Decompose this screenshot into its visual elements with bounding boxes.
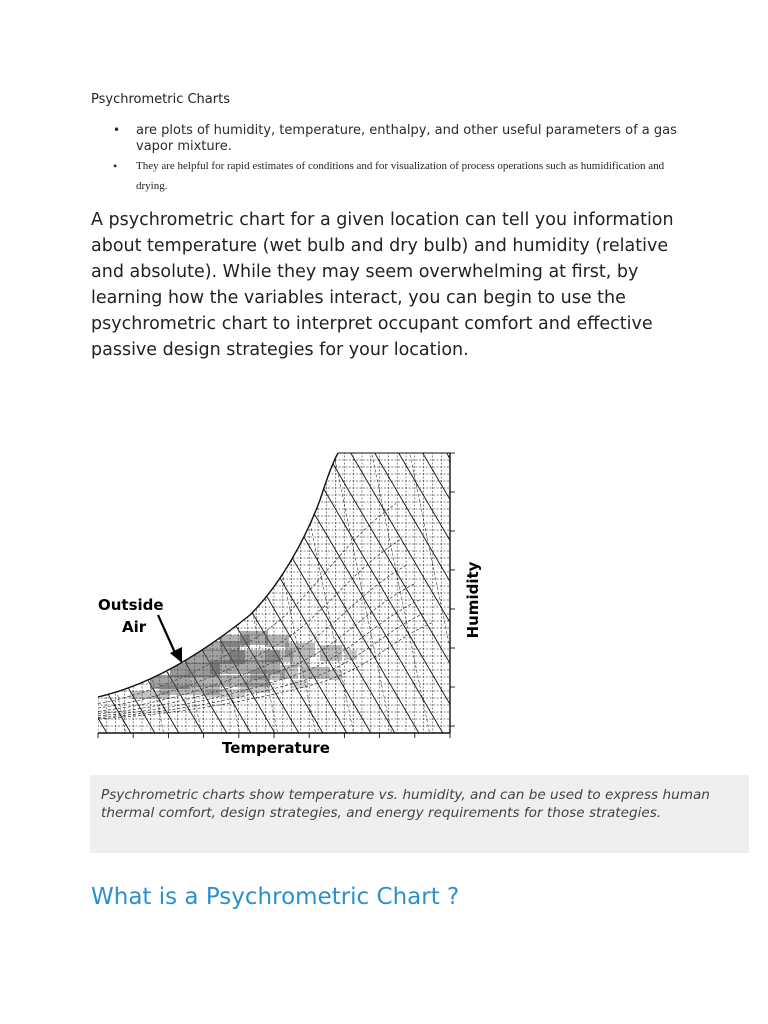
figure-caption: Psychrometric charts show temperature vs. humidity, and can be used to express human thermal comfort, design strategies, and energy requirements for those strategies.	[101, 787, 710, 821]
bullet-marker: •	[113, 159, 118, 173]
bullet-text: They are helpful for rapid estimates of conditions and for visualization of process operations such as humidification and drying.	[136, 160, 665, 192]
annotation-air: Air	[122, 618, 147, 636]
cloud-cell	[320, 645, 342, 661]
specific-volume-line	[370, 445, 430, 735]
cloud-cell	[240, 631, 268, 645]
wet-bulb-line	[418, 445, 588, 735]
cloud-cell	[290, 680, 308, 688]
wet-bulb-line	[370, 445, 540, 735]
cloud-cell	[240, 683, 270, 693]
cloud-cell	[330, 670, 342, 680]
cloud-cell	[265, 650, 293, 662]
bullet-text: are plots of humidity, temperature, enthalpy, and other useful parameters of a gas vapor mixture.	[136, 123, 677, 154]
cloud-cell	[250, 670, 285, 680]
wet-bulb-line	[466, 445, 636, 735]
psychrometric-chart-graphic	[90, 445, 482, 765]
specific-volume-line	[408, 445, 468, 735]
bullet-marker: •	[113, 123, 121, 137]
document-title: Psychrometric Charts	[91, 92, 230, 107]
wet-bulb-line	[0, 445, 84, 735]
comfort-cloud	[130, 631, 357, 699]
section-heading: What is a Psychrometric Chart ?	[91, 884, 460, 910]
chart-grid	[0, 445, 660, 735]
cloud-cell	[205, 689, 245, 697]
annotation-outside: Outside	[98, 596, 164, 614]
cloud-cell	[345, 650, 357, 660]
specific-volume-line	[0, 445, 50, 735]
bullet-list	[91, 123, 691, 196]
wet-bulb-line	[490, 445, 660, 735]
cloud-cell	[300, 667, 330, 679]
y-axis-label: Humidity	[464, 561, 482, 639]
cloud-cell	[130, 691, 170, 699]
wet-bulb-line	[274, 445, 444, 735]
wet-bulb-line	[0, 445, 60, 735]
psychrometric-chart-figure	[90, 445, 482, 765]
wet-bulb-line	[0, 445, 132, 735]
lead-paragraph: A psychrometric chart for a given location can tell you information about temperature (wet bulb and dry bulb) and humidity (relative and absolute). While they may seem overwhelming at first, by learning how the variables interact, you can begin to use the psychrometric chart to interpret occupant comfort and effective passive design strategies for your location.	[91, 210, 674, 360]
specific-volume-line	[484, 445, 544, 735]
outside-air-arrow	[158, 615, 176, 655]
wet-bulb-line	[0, 445, 108, 735]
wet-bulb-line	[346, 445, 516, 735]
specific-volume-line	[28, 445, 88, 735]
cloud-cell	[280, 665, 298, 679]
bullet-item	[91, 156, 691, 196]
wet-bulb-line	[250, 445, 420, 735]
bullet-item	[91, 123, 691, 154]
outside-air-arrowhead	[170, 647, 182, 663]
specific-volume-line	[522, 445, 582, 735]
x-axis-label: Temperature	[222, 739, 330, 757]
figure-caption-box	[90, 775, 749, 853]
